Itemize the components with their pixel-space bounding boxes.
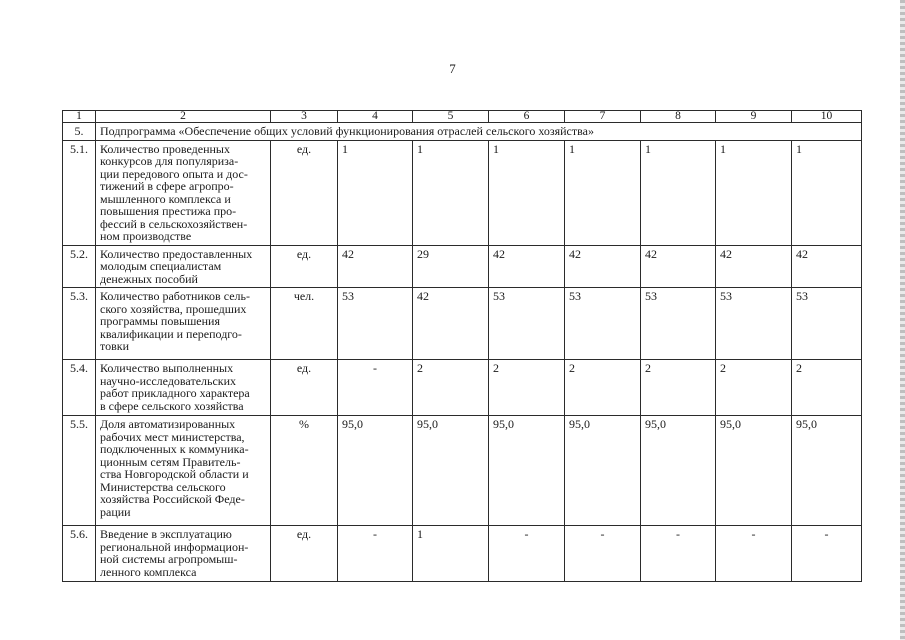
column-number-cell: 8 — [641, 111, 716, 123]
indicator-value: 1 — [413, 140, 489, 245]
indicator-description: Количество предоставленных молодым специалистам денежных пособий — [96, 245, 271, 288]
column-number-cell: 7 — [565, 111, 641, 123]
indicators-table — [62, 110, 862, 582]
row-number: 5.4. — [63, 360, 96, 416]
column-number-cell: 4 — [338, 111, 413, 123]
indicator-value: - — [489, 526, 565, 582]
indicator-value: 2 — [716, 360, 792, 416]
column-number-cell: 6 — [489, 111, 565, 123]
indicator-value: 2 — [489, 360, 565, 416]
row-number: 5.1. — [63, 140, 96, 245]
indicator-value: 2 — [565, 360, 641, 416]
row-number: 5.5. — [63, 416, 96, 526]
indicator-value: - — [338, 360, 413, 416]
indicator-value: 1 — [413, 526, 489, 582]
indicator-value: - — [641, 526, 716, 582]
indicator-value: 42 — [565, 245, 641, 288]
indicator-value: 95,0 — [565, 416, 641, 526]
indicator-value: 53 — [792, 288, 862, 360]
indicator-value: - — [792, 526, 862, 582]
subprogram-number: 5. — [63, 123, 96, 141]
row-number: 5.3. — [63, 288, 96, 360]
indicator-value: 95,0 — [413, 416, 489, 526]
indicator-value: 2 — [413, 360, 489, 416]
indicator-value: - — [338, 526, 413, 582]
indicator-value: 42 — [716, 245, 792, 288]
table-row — [63, 245, 862, 288]
column-number-row — [63, 111, 862, 123]
indicator-value: 42 — [641, 245, 716, 288]
indicator-description: Количество выполненных научно-исследовательских работ прикладного характера в сфере сельского хозяйства — [96, 360, 271, 416]
indicator-value: 29 — [413, 245, 489, 288]
indicator-description: Введение в эксплуатацию региональной информацион- ной системы агропромыш- ленного комплекса — [96, 526, 271, 582]
scan-edge-artifact — [900, 0, 905, 640]
indicator-value: - — [565, 526, 641, 582]
column-number-cell: 1 — [63, 111, 96, 123]
unit-of-measure: % — [271, 416, 338, 526]
unit-of-measure: ед. — [271, 245, 338, 288]
indicator-value: 95,0 — [338, 416, 413, 526]
table-row — [63, 526, 862, 582]
indicator-value: 95,0 — [716, 416, 792, 526]
indicator-value: 95,0 — [489, 416, 565, 526]
indicator-value: 53 — [489, 288, 565, 360]
indicator-description: Доля автоматизированных рабочих мест министерства, подключенных к коммуника- ционным сетям Правитель- ства Новгородской области и Министерства сельского хозяйства Российской Феде- рации — [96, 416, 271, 526]
indicator-value: 2 — [792, 360, 862, 416]
column-number-cell: 3 — [271, 111, 338, 123]
indicator-value: 95,0 — [641, 416, 716, 526]
indicator-value: 1 — [565, 140, 641, 245]
indicator-value: 95,0 — [792, 416, 862, 526]
indicator-value: 42 — [338, 245, 413, 288]
indicator-value: 1 — [792, 140, 862, 245]
indicator-value: 42 — [792, 245, 862, 288]
unit-of-measure: чел. — [271, 288, 338, 360]
page-number: 7 — [449, 61, 456, 76]
subprogram-title: Подпрограмма «Обеспечение общих условий функционирования отраслей сельского хозяйства» — [96, 123, 862, 141]
row-number: 5.2. — [63, 245, 96, 288]
column-number-cell: 2 — [96, 111, 271, 123]
indicator-description: Количество работников сель- ского хозяйства, прошедших программы повышения квалификации и переподго- товки — [96, 288, 271, 360]
subprogram-row — [63, 123, 862, 141]
indicator-value: 53 — [716, 288, 792, 360]
indicator-value: - — [716, 526, 792, 582]
indicator-value: 1 — [338, 140, 413, 245]
unit-of-measure: ед. — [271, 526, 338, 582]
indicator-value: 1 — [641, 140, 716, 245]
indicator-value: 53 — [338, 288, 413, 360]
table-row — [63, 416, 862, 526]
unit-of-measure: ед. — [271, 360, 338, 416]
indicator-value: 42 — [413, 288, 489, 360]
table-row — [63, 288, 862, 360]
unit-of-measure: ед. — [271, 140, 338, 245]
indicator-value: 1 — [489, 140, 565, 245]
column-number-cell: 5 — [413, 111, 489, 123]
table-row — [63, 140, 862, 245]
indicator-value: 53 — [565, 288, 641, 360]
column-number-cell: 9 — [716, 111, 792, 123]
indicator-value: 1 — [716, 140, 792, 245]
indicator-value: 2 — [641, 360, 716, 416]
indicator-value: 53 — [641, 288, 716, 360]
indicator-value: 42 — [489, 245, 565, 288]
indicator-description: Количество проведенных конкурсов для популяриза- ции передового опыта и дос- тижений в сфере агропро- мышленного комплекса и повышения престижа про- фессий в сельскохозяйствен- ном производстве — [96, 140, 271, 245]
table-row — [63, 360, 862, 416]
row-number: 5.6. — [63, 526, 96, 582]
column-number-cell: 10 — [792, 111, 862, 123]
